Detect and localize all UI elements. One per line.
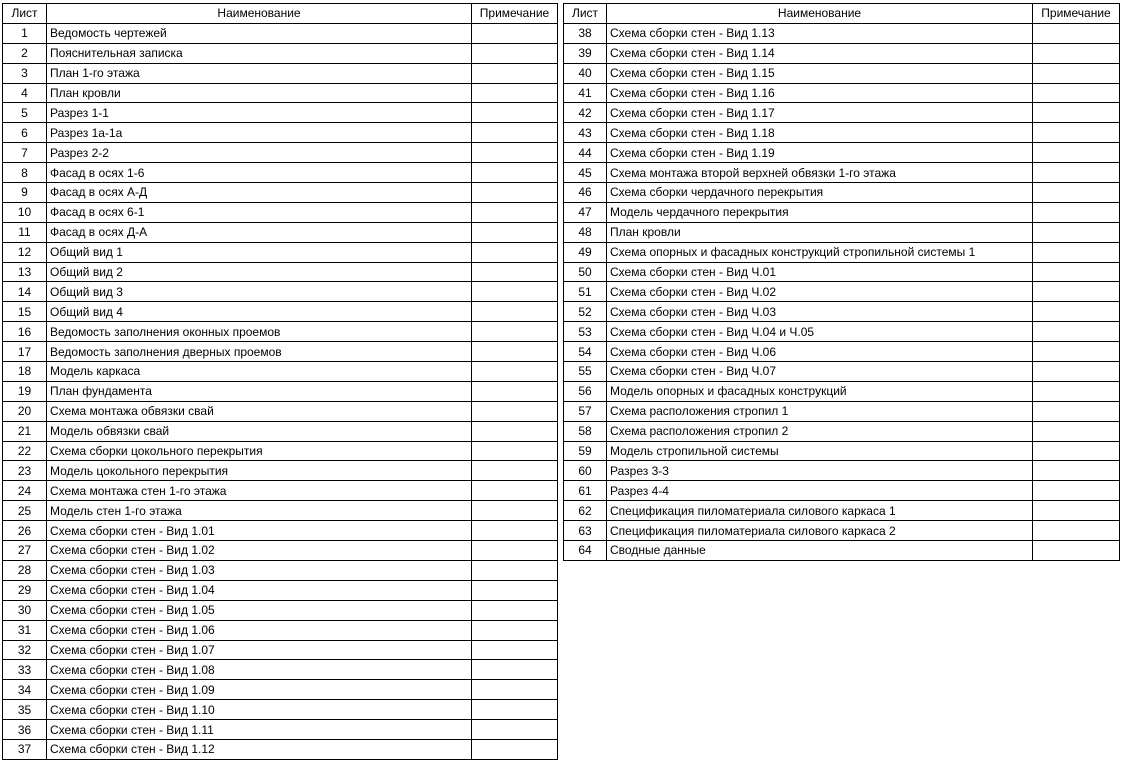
drawing-name-cell: План 1-го этажа (47, 63, 472, 83)
drawing-name-cell: Модель стропильной системы (607, 441, 1033, 461)
table-row (3, 103, 558, 123)
drawing-name-cell: Разрез 3-3 (607, 461, 1033, 481)
note-cell (472, 322, 558, 342)
table-row (564, 282, 1120, 302)
note-cell (472, 262, 558, 282)
sheet-number-cell: 58 (564, 421, 607, 441)
sheet-number-cell: 60 (564, 461, 607, 481)
drawing-name-cell: Схема сборки стен - Вид 1.02 (47, 541, 472, 561)
drawing-name-cell: Схема монтажа второй верхней обвязки 1-го этажа (607, 163, 1033, 183)
sheet-number-cell: 38 (564, 23, 607, 43)
table-row (564, 143, 1120, 163)
sheet-number-cell: 61 (564, 481, 607, 501)
table-row (3, 660, 558, 680)
sheet-number-cell: 64 (564, 541, 607, 561)
note-cell (1033, 421, 1120, 441)
sheet-number-cell: 42 (564, 103, 607, 123)
header-sheet: Лист (564, 4, 607, 24)
table-row (3, 123, 558, 143)
sheet-number-cell: 1 (3, 23, 47, 43)
note-cell (1033, 481, 1120, 501)
drawing-name-cell: План кровли (47, 83, 472, 103)
note-cell (472, 541, 558, 561)
table-row (564, 63, 1120, 83)
note-cell (1033, 441, 1120, 461)
table-row (564, 83, 1120, 103)
sheet-number-cell: 31 (3, 620, 47, 640)
sheet-number-cell: 21 (3, 421, 47, 441)
note-cell (1033, 521, 1120, 541)
note-cell (1033, 63, 1120, 83)
drawing-name-cell: Разрез 4-4 (607, 481, 1033, 501)
sheet-number-cell: 20 (3, 401, 47, 421)
sheet-number-cell: 50 (564, 262, 607, 282)
table-row (564, 441, 1120, 461)
sheet-number-cell: 49 (564, 242, 607, 262)
drawing-name-cell: Схема сборки стен - Вид Ч.02 (607, 282, 1033, 302)
drawing-name-cell: Схема сборки стен - Вид 1.01 (47, 521, 472, 541)
sheet-number-cell: 12 (3, 242, 47, 262)
sheet-number-cell: 55 (564, 362, 607, 382)
note-cell (1033, 23, 1120, 43)
note-cell (1033, 501, 1120, 521)
table-row (3, 83, 558, 103)
note-cell (1033, 202, 1120, 222)
table-row (3, 620, 558, 640)
note-cell (472, 461, 558, 481)
table-row (564, 23, 1120, 43)
table-row (564, 202, 1120, 222)
note-cell (1033, 461, 1120, 481)
drawing-name-cell: Схема сборки стен - Вид 1.16 (607, 83, 1033, 103)
drawing-name-cell: Схема сборки стен - Вид 1.12 (47, 739, 472, 759)
sheet-number-cell: 28 (3, 560, 47, 580)
table-row (564, 242, 1120, 262)
table-row (3, 421, 558, 441)
drawing-name-cell: Схема сборки стен - Вид 1.15 (607, 63, 1033, 83)
sheet-number-cell: 53 (564, 322, 607, 342)
drawing-name-cell: Модель каркаса (47, 362, 472, 382)
drawing-name-cell: Фасад в осях 6-1 (47, 202, 472, 222)
note-cell (472, 441, 558, 461)
table-row (564, 362, 1120, 382)
drawing-name-cell: Схема сборки стен - Вид 1.06 (47, 620, 472, 640)
drawing-name-cell: План фундамента (47, 381, 472, 401)
note-cell (1033, 163, 1120, 183)
note-cell (472, 282, 558, 302)
sheet-number-cell: 10 (3, 202, 47, 222)
sheet-number-cell: 18 (3, 362, 47, 382)
drawing-name-cell: Схема опорных и фасадных конструкций стропильной системы 1 (607, 242, 1033, 262)
drawing-name-cell: Ведомость чертежей (47, 23, 472, 43)
note-cell (1033, 401, 1120, 421)
note-cell (472, 720, 558, 740)
table-row (3, 282, 558, 302)
table-row (3, 461, 558, 481)
table-row (564, 501, 1120, 521)
drawing-name-cell: Разрез 2-2 (47, 143, 472, 163)
note-cell (472, 560, 558, 580)
drawing-name-cell: Схема сборки стен - Вид 1.09 (47, 680, 472, 700)
sheet-number-cell: 2 (3, 43, 47, 63)
note-cell (472, 63, 558, 83)
note-cell (472, 521, 558, 541)
table-body-right (564, 23, 1120, 560)
table-row (3, 262, 558, 282)
sheet-number-cell: 7 (3, 143, 47, 163)
table-row (564, 322, 1120, 342)
drawing-name-cell: Разрез 1а-1а (47, 123, 472, 143)
table-row (564, 103, 1120, 123)
table-row (564, 481, 1120, 501)
drawing-name-cell: Схема сборки стен - Вид Ч.06 (607, 342, 1033, 362)
note-cell (1033, 362, 1120, 382)
header-sheet: Лист (3, 4, 47, 24)
header-note: Примечание (1033, 4, 1120, 24)
note-cell (472, 620, 558, 640)
drawing-name-cell: Схема сборки стен - Вид Ч.03 (607, 302, 1033, 322)
drawing-name-cell: Схема сборки стен - Вид Ч.01 (607, 262, 1033, 282)
table-row (564, 401, 1120, 421)
note-cell (1033, 342, 1120, 362)
table-row (3, 720, 558, 740)
note-cell (472, 83, 558, 103)
note-cell (1033, 222, 1120, 242)
table-row (564, 541, 1120, 561)
note-cell (472, 481, 558, 501)
sheet-number-cell: 41 (564, 83, 607, 103)
note-cell (472, 739, 558, 759)
table-row (3, 521, 558, 541)
sheet-number-cell: 57 (564, 401, 607, 421)
sheet-number-cell: 44 (564, 143, 607, 163)
drawing-name-cell: Схема сборки стен - Вид 1.05 (47, 600, 472, 620)
sheet-number-cell: 35 (3, 700, 47, 720)
drawing-name-cell: Фасад в осях Д-А (47, 222, 472, 242)
sheet-number-cell: 43 (564, 123, 607, 143)
sheet-number-cell: 6 (3, 123, 47, 143)
drawing-name-cell: Схема сборки стен - Вид 1.08 (47, 660, 472, 680)
note-cell (1033, 43, 1120, 63)
drawing-name-cell: Схема расположения стропил 2 (607, 421, 1033, 441)
table-row (3, 640, 558, 660)
table-row (564, 183, 1120, 203)
table-row (3, 501, 558, 521)
drawing-name-cell: Схема сборки стен - Вид 1.17 (607, 103, 1033, 123)
note-cell (1033, 302, 1120, 322)
drawing-name-cell: Сводные данные (607, 541, 1033, 561)
drawing-name-cell: Схема сборки стен - Вид 1.19 (607, 143, 1033, 163)
note-cell (472, 222, 558, 242)
sheet-number-cell: 27 (3, 541, 47, 561)
table-row (3, 163, 558, 183)
sheet-number-cell: 24 (3, 481, 47, 501)
note-cell (472, 342, 558, 362)
note-cell (472, 302, 558, 322)
drawing-name-cell: Схема сборки стен - Вид 1.11 (47, 720, 472, 740)
note-cell (472, 202, 558, 222)
drawing-name-cell: План кровли (607, 222, 1033, 242)
table-row (3, 541, 558, 561)
table-row (3, 580, 558, 600)
drawing-name-cell: Схема монтажа стен 1-го этажа (47, 481, 472, 501)
note-cell (472, 660, 558, 680)
table-header-row (3, 4, 558, 24)
table-row (3, 401, 558, 421)
sheet-number-cell: 5 (3, 103, 47, 123)
table-row (564, 43, 1120, 63)
drawing-name-cell: Схема сборки чердачного перекрытия (607, 183, 1033, 203)
table-row (3, 441, 558, 461)
header-name: Наименование (47, 4, 472, 24)
sheet-number-cell: 32 (3, 640, 47, 660)
note-cell (472, 640, 558, 660)
drawing-name-cell: Общий вид 1 (47, 242, 472, 262)
table-row (3, 183, 558, 203)
sheet-number-cell: 13 (3, 262, 47, 282)
table-body-left (3, 23, 558, 759)
sheet-number-cell: 47 (564, 202, 607, 222)
sheet-number-cell: 26 (3, 521, 47, 541)
drawing-name-cell: Схема сборки стен - Вид 1.04 (47, 580, 472, 600)
drawing-name-cell: Схема сборки стен - Вид 1.10 (47, 700, 472, 720)
table-row (564, 421, 1120, 441)
sheet-number-cell: 4 (3, 83, 47, 103)
table-row (3, 322, 558, 342)
sheet-number-cell: 14 (3, 282, 47, 302)
table-row (3, 680, 558, 700)
table-row (3, 600, 558, 620)
sheet-number-cell: 23 (3, 461, 47, 481)
note-cell (472, 123, 558, 143)
drawing-name-cell: Модель стен 1-го этажа (47, 501, 472, 521)
sheet-number-cell: 3 (3, 63, 47, 83)
header-name: Наименование (607, 4, 1033, 24)
drawing-name-cell: Общий вид 3 (47, 282, 472, 302)
table-row (3, 700, 558, 720)
sheet-number-cell: 56 (564, 381, 607, 401)
note-cell (1033, 103, 1120, 123)
drawing-name-cell: Модель обвязки свай (47, 421, 472, 441)
note-cell (1033, 242, 1120, 262)
drawing-name-cell: Схема сборки стен - Вид Ч.07 (607, 362, 1033, 382)
table-row (564, 461, 1120, 481)
note-cell (1033, 262, 1120, 282)
sheet-number-cell: 36 (3, 720, 47, 740)
note-cell (472, 163, 558, 183)
sheet-number-cell: 17 (3, 342, 47, 362)
note-cell (1033, 183, 1120, 203)
table-row (3, 481, 558, 501)
sheet-number-cell: 45 (564, 163, 607, 183)
drawing-name-cell: Схема сборки стен - Вид Ч.04 и Ч.05 (607, 322, 1033, 342)
drawing-name-cell: Схема расположения стропил 1 (607, 401, 1033, 421)
table-row (564, 302, 1120, 322)
drawing-name-cell: Модель цокольного перекрытия (47, 461, 472, 481)
sheet-number-cell: 62 (564, 501, 607, 521)
note-cell (472, 23, 558, 43)
note-cell (472, 362, 558, 382)
note-cell (1033, 322, 1120, 342)
table-row (3, 560, 558, 580)
note-cell (472, 501, 558, 521)
note-cell (472, 421, 558, 441)
table-row (3, 381, 558, 401)
table-row (3, 302, 558, 322)
drawing-name-cell: Модель чердачного перекрытия (607, 202, 1033, 222)
note-cell (472, 103, 558, 123)
table-row (564, 222, 1120, 242)
note-cell (472, 381, 558, 401)
note-cell (1033, 381, 1120, 401)
note-cell (1033, 83, 1120, 103)
sheet-number-cell: 15 (3, 302, 47, 322)
sheet-number-cell: 51 (564, 282, 607, 302)
sheet-number-cell: 16 (3, 322, 47, 342)
sheet-number-cell: 11 (3, 222, 47, 242)
sheet-number-cell: 34 (3, 680, 47, 700)
note-cell (1033, 143, 1120, 163)
drawing-name-cell: Общий вид 4 (47, 302, 472, 322)
drawing-name-cell: Спецификация пиломатериала силового каркаса 1 (607, 501, 1033, 521)
sheet-number-cell: 33 (3, 660, 47, 680)
drawing-name-cell: Пояснительная записка (47, 43, 472, 63)
sheet-number-cell: 39 (564, 43, 607, 63)
drawing-name-cell: Схема сборки стен - Вид 1.03 (47, 560, 472, 580)
sheet-number-cell: 22 (3, 441, 47, 461)
drawing-name-cell: Схема сборки стен - Вид 1.14 (607, 43, 1033, 63)
note-cell (472, 43, 558, 63)
table-row (564, 342, 1120, 362)
drawing-name-cell: Модель опорных и фасадных конструкций (607, 381, 1033, 401)
drawing-name-cell: Схема сборки стен - Вид 1.18 (607, 123, 1033, 143)
drawing-name-cell: Спецификация пиломатериала силового каркаса 2 (607, 521, 1033, 541)
sheet-number-cell: 37 (3, 739, 47, 759)
drawings-table-left (2, 3, 558, 760)
drawing-name-cell: Схема монтажа обвязки свай (47, 401, 472, 421)
table-row (3, 43, 558, 63)
table-row (3, 202, 558, 222)
drawing-name-cell: Ведомость заполнения дверных проемов (47, 342, 472, 362)
sheet-number-cell: 9 (3, 183, 47, 203)
sheet-number-cell: 48 (564, 222, 607, 242)
drawing-name-cell: Схема сборки цокольного перекрытия (47, 441, 472, 461)
note-cell (472, 242, 558, 262)
sheet-number-cell: 25 (3, 501, 47, 521)
header-note: Примечание (472, 4, 558, 24)
note-cell (1033, 123, 1120, 143)
sheet-number-cell: 59 (564, 441, 607, 461)
drawing-name-cell: Общий вид 2 (47, 262, 472, 282)
note-cell (472, 401, 558, 421)
drawing-name-cell: Ведомость заполнения оконных проемов (47, 322, 472, 342)
sheet-number-cell: 40 (564, 63, 607, 83)
note-cell (472, 600, 558, 620)
drawing-name-cell: Схема сборки стен - Вид 1.07 (47, 640, 472, 660)
note-cell (1033, 282, 1120, 302)
drawing-name-cell: Разрез 1-1 (47, 103, 472, 123)
sheet-number-cell: 46 (564, 183, 607, 203)
table-row (564, 163, 1120, 183)
table-row (564, 521, 1120, 541)
table-header-row (564, 4, 1120, 24)
table-row (3, 362, 558, 382)
table-row (3, 242, 558, 262)
sheet-number-cell: 54 (564, 342, 607, 362)
table-row (3, 23, 558, 43)
sheet-number-cell: 29 (3, 580, 47, 600)
drawing-name-cell: Фасад в осях 1-6 (47, 163, 472, 183)
sheet-number-cell: 19 (3, 381, 47, 401)
note-cell (472, 580, 558, 600)
table-row (564, 381, 1120, 401)
table-row (564, 262, 1120, 282)
table-row (3, 342, 558, 362)
table-row (3, 63, 558, 83)
drawings-table-right (563, 3, 1120, 561)
note-cell (472, 183, 558, 203)
table-row (3, 222, 558, 242)
note-cell (472, 143, 558, 163)
note-cell (1033, 541, 1120, 561)
drawing-name-cell: Фасад в осях А-Д (47, 183, 472, 203)
table-row (3, 739, 558, 759)
table-row (3, 143, 558, 163)
sheet-number-cell: 30 (3, 600, 47, 620)
sheet-number-cell: 63 (564, 521, 607, 541)
sheet-number-cell: 52 (564, 302, 607, 322)
drawing-name-cell: Схема сборки стен - Вид 1.13 (607, 23, 1033, 43)
note-cell (472, 680, 558, 700)
note-cell (472, 700, 558, 720)
table-row (564, 123, 1120, 143)
sheet-number-cell: 8 (3, 163, 47, 183)
